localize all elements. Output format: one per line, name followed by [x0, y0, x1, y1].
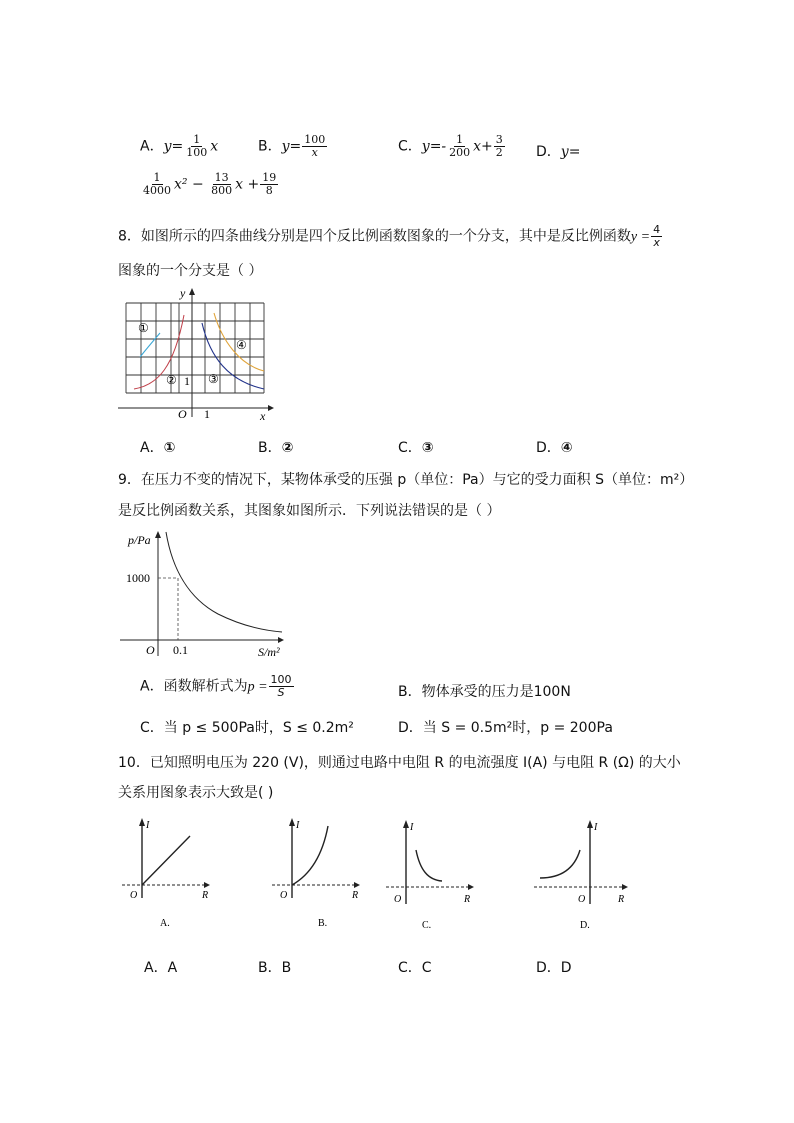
q8-graph: [118, 285, 278, 420]
q9-option-c[interactable]: C．当 p ≤ 500Pa时，S ≤ 0.2m²: [140, 720, 354, 736]
q9-option-a[interactable]: A．函数解析式为p = $\frac{100}{S}$: [140, 673, 292, 699]
q8-option-c[interactable]: C．③: [398, 440, 434, 456]
q7-option-d[interactable]: D．y=: [536, 144, 581, 160]
i-axis-arrow: [289, 818, 295, 826]
q9-graph: [118, 528, 298, 660]
fraction: $\frac{1}{100}$: [186, 133, 208, 159]
label-o: O: [578, 894, 586, 905]
q8-option-d[interactable]: D．④: [536, 440, 573, 456]
label-x-axis: S/m²: [258, 645, 280, 659]
label-o: O: [130, 890, 138, 901]
q10-option-c[interactable]: C．C: [398, 960, 432, 976]
y-axis-arrow: [189, 288, 195, 295]
q10-stem: 10．已知照明电压为 220 (V)，则通过电路中电阻 R 的电流强度 I(A) 与电阻 R (Ω) 的大小: [118, 755, 681, 771]
q9-option-b[interactable]: B．物体承受的压力是100N: [398, 684, 571, 700]
caption: D.: [580, 920, 590, 931]
graph-curve: [416, 850, 442, 881]
label-i: I: [410, 822, 414, 833]
fraction: $\frac{19}{8}$: [262, 171, 277, 197]
q10-stem-line2: 关系用图象表示大致是( ): [118, 785, 274, 801]
label-origin: O: [178, 407, 187, 420]
label-x-axis: x: [260, 409, 266, 420]
r-axis-arrow: [354, 882, 360, 888]
curve-1: [140, 333, 160, 357]
caption: B.: [318, 918, 328, 929]
q8-stem-line2: 图象的一个分支是（ ）: [118, 263, 263, 279]
fraction: $\frac{1}{4000}$: [143, 171, 171, 197]
r-axis-arrow: [622, 884, 628, 890]
q10-option-a[interactable]: A．A: [144, 960, 178, 976]
label-circled-3: ③: [208, 372, 219, 386]
label-circled-1: ①: [138, 321, 149, 335]
q10-graph-a: [118, 814, 218, 932]
label-one-y: 1: [184, 374, 190, 388]
graph-curve: [292, 826, 328, 885]
label-i: I: [146, 820, 150, 831]
q7-option-c[interactable]: C．y=- $\frac{1}{200}$ x+ $\frac{3}{2}$: [398, 133, 503, 159]
x-axis-arrow: [268, 405, 274, 411]
label-circled-2: ②: [166, 373, 177, 387]
q8-stem: 8．如图所示的四条曲线分别是四个反比例函数图象的一个分支，其中是反比例函数y = $\frac{4}{x}$: [118, 223, 661, 249]
graph-curve: [540, 850, 580, 878]
i-axis-arrow: [587, 820, 593, 828]
fraction: $\frac{1}{200}$: [449, 133, 471, 159]
pressure-curve: [166, 532, 282, 632]
label-r: R: [352, 890, 359, 901]
label-r: R: [618, 894, 625, 905]
q9-stem-line2: 是反比例函数关系，其图象如图所示．下列说法错误的是（ ）: [118, 503, 501, 519]
q10-graph-b: [268, 814, 368, 932]
label-r: R: [202, 890, 209, 901]
label-i: I: [594, 822, 598, 833]
label-o: O: [280, 890, 288, 901]
r-axis-arrow: [468, 884, 474, 890]
label-x-tick: 0.1: [173, 643, 188, 657]
label-r: R: [464, 894, 471, 905]
q9-option-d[interactable]: D．当 S = 0.5m²时，p = 200Pa: [398, 720, 613, 736]
q10-option-b[interactable]: B．B: [258, 960, 292, 976]
q7-option-a[interactable]: A．y= $\frac{1}{100}$ x: [140, 133, 219, 159]
q7-option-b[interactable]: B．y= $\frac{100}{x}$: [258, 133, 326, 159]
i-axis-arrow: [139, 818, 145, 826]
q9-stem: 9．在压力不变的情况下，某物体承受的压强 p（单位：Pa）与它的受力面积 S（单位：m²）: [118, 472, 694, 488]
q10-graph-d: [530, 814, 636, 932]
fraction: $\frac{100}{x}$: [304, 133, 326, 159]
label-circled-4: ④: [236, 338, 247, 352]
i-axis-arrow: [403, 820, 409, 828]
label-origin: O: [146, 643, 155, 657]
label-y-axis: y: [180, 286, 186, 300]
fraction: $\frac{13}{800}$: [211, 171, 233, 197]
fraction: $\frac{100}{S}$: [270, 673, 292, 699]
y-axis-arrow: [155, 531, 161, 538]
label-i: I: [296, 820, 300, 831]
r-axis-arrow: [204, 882, 210, 888]
q8-option-a[interactable]: A．①: [140, 440, 176, 456]
caption: C.: [422, 920, 432, 931]
fraction: $\frac{3}{2}$: [495, 133, 503, 159]
label-y-tick: 1000: [126, 571, 150, 585]
label-one-x: 1: [204, 407, 210, 420]
label-o: O: [394, 894, 402, 905]
q10-graph-c: [382, 814, 482, 932]
graph-line: [142, 836, 190, 885]
label-y-axis: p/Pa: [128, 533, 151, 547]
fraction: $\frac{4}{x}$: [653, 223, 661, 249]
caption: A.: [160, 918, 170, 929]
q8-option-b[interactable]: B．②: [258, 440, 294, 456]
x-axis-arrow: [278, 637, 284, 643]
q7-option-d-expression: $\frac{1}{4000}$ x² − $\frac{13}{800}$ x + $\frac{19}{8}$: [143, 171, 277, 197]
q10-option-d[interactable]: D．D: [536, 960, 572, 976]
